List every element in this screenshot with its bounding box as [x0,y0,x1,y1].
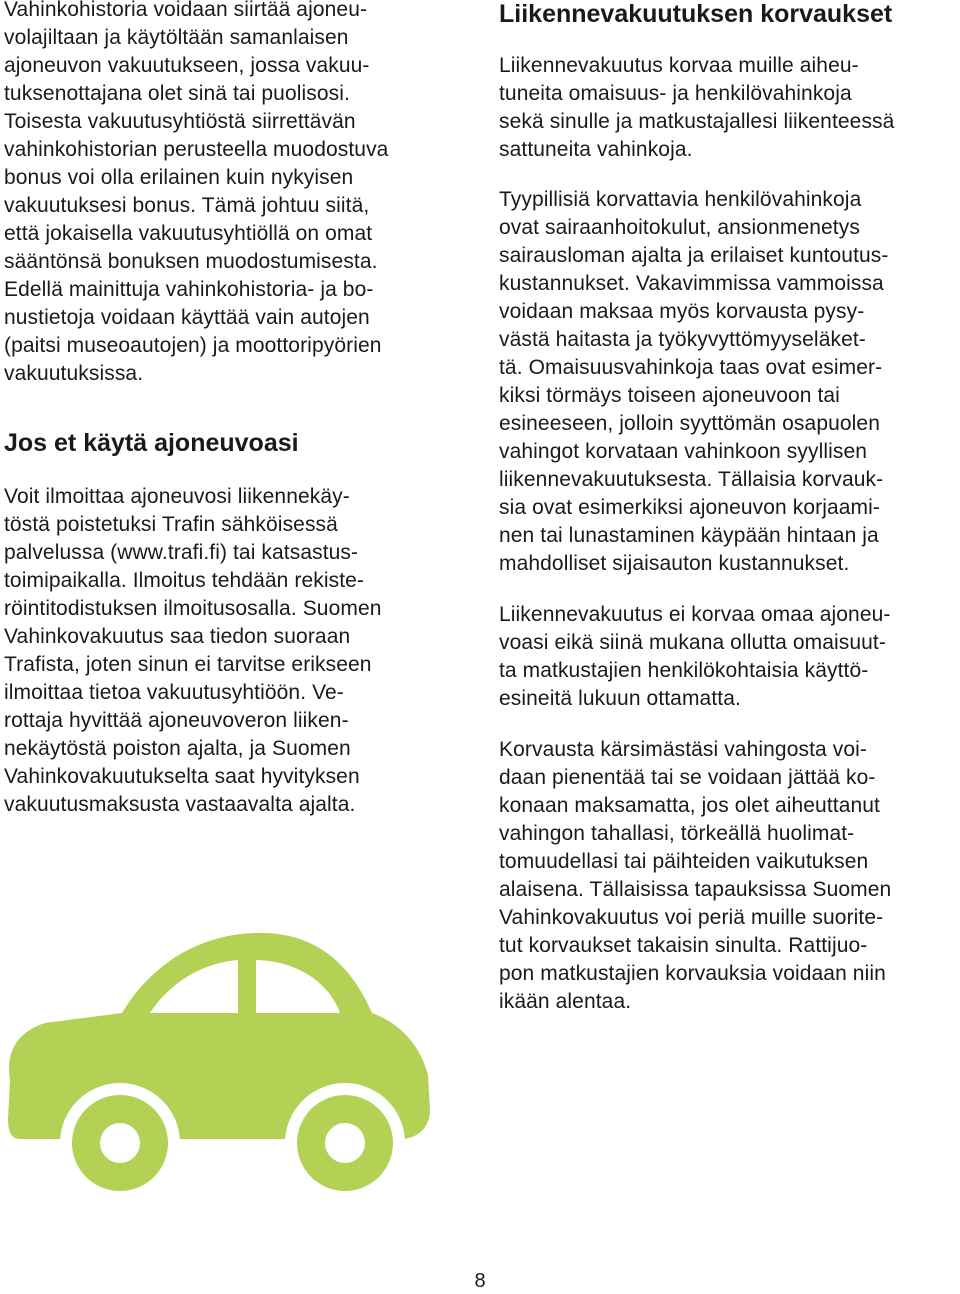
text-line: Vahinkovakuutus voi periä muille suorite- [499,906,884,929]
text-line: Trafista, joten sinun ei tarvitse erikseen [4,653,372,676]
car-hub-rear [100,1123,140,1163]
text-line: Tyypillisiä korvattavia henkilövahinkoja [499,188,862,211]
text-line: ikään alentaa. [499,990,632,1013]
text-line: daan pienentää tai se voidaan jättää ko- [499,766,876,789]
section-heading: Jos et käytä ajoneuvoasi [4,429,299,457]
section-heading: Liikennevakuutuksen korvaukset [499,0,893,28]
text-line: nekäytöstä poiston ajalta, ja Suomen [4,737,351,760]
text-line: Voit ilmoittaa ajoneuvosi liikennekäy- [4,485,350,508]
text-line: vahingot korvataan vahinkoon syyllisen [499,440,868,463]
text-line: volajiltaan ja käytöltään samanlaisen [4,26,349,49]
text-line: Vahinkohistoria voidaan siirtää ajoneu- [4,0,368,21]
text-line: sekä sinulle ja matkustajallesi liikenteessä [499,110,895,133]
text-line: alaisena. Tällaisissa tapauksissa Suomen [499,878,892,901]
text-line: rottaja hyvittää ajoneuvoveron liiken- [4,709,349,732]
page-number: 8 [474,1270,486,1292]
text-line: Liikennevakuutus korvaa muille aiheu- [499,54,859,77]
text-line: vahinkohistorian perusteella muodostuva [4,138,389,161]
text-line: tut korvaukset takaisin sinulta. Rattijuo- [499,934,868,957]
text-line: töstä poistetuksi Trafin sähköisessä [4,513,338,536]
text-line: tomuudellasi tai päihteiden vaikutuksen [499,850,869,873]
text-line: vakuutusmaksusta vastaavalta ajalta. [4,793,356,816]
text-line: ovat sairaanhoitokulut, ansionmenetys [499,216,860,239]
text-line: vakuutuksissa. [4,362,144,385]
text-line: Vahinkovakuutukselta saat hyvityksen [4,765,360,788]
text-line: esineeseen, jolloin syyttömän osapuolen [499,412,880,435]
text-line: Korvausta kärsimästäsi vahingosta voi- [499,738,867,761]
text-line: mahdolliset sijaisauton kustannukset. [499,552,850,575]
text-line: sattuneita vahinkoja. [499,138,693,161]
text-line: liikennevakuutuksesta. Tällaisia korvauk- [499,468,884,491]
text-line: nen tai lunastaminen käypään hintaan ja [499,524,879,547]
text-line: Vahinkovakuutus saa tiedon suoraan [4,625,351,648]
text-line: kiksi törmäys toiseen ajoneuvoon tai [499,384,840,407]
text-line: Edellä mainittuja vahinkohistoria- ja bo- [4,278,374,301]
text-line: tä. Omaisuusvahinkoja taas ovat esimer- [499,356,883,379]
text-line: ajoneuvon vakuutukseen, jossa vakuu- [4,54,370,77]
text-line: konaan maksamatta, jos olet aiheuttanut [499,794,880,817]
text-line: esineitä lukuun ottamatta. [499,687,741,710]
text-line: vahingon tahallasi, törkeällä huolimat- [499,822,855,845]
text-line: sia ovat esimerkiksi ajoneuvon korjaami- [499,496,880,519]
text-line: tuksenottajana olet sinä tai puolisosi. [4,82,350,105]
text-line: ta matkustajien henkilökohtaisia käyttö- [499,659,869,682]
text-line: palvelussa (www.trafi.fi) tai katsastus- [4,541,359,564]
text-line: sairausloman ajalta ja erilaiset kuntoutus- [499,244,889,267]
text-line: tuneita omaisuus- ja henkilövahinkoja [499,82,852,105]
text-line: vakuutuksesi bonus. Tämä johtuu siitä, [4,194,370,217]
car-icon [0,905,450,1205]
text-line: pon matkustajien korvauksia voidaan niin [499,962,886,985]
text-line: kustannukset. Vakavimmissa vammoissa [499,272,884,295]
text-line: voasi eikä siinä mukana ollutta omaisuut- [499,631,886,654]
text-line: sääntönsä bonuksen muodostumisesta. [4,250,378,273]
text-line: nustietoja voidaan käyttää vain autojen [4,306,370,329]
car-hub-front [325,1123,365,1163]
text-line: (paitsi museoautojen) ja moottoripyörien [4,334,382,357]
text-line: västä haitasta ja työkyvyttömyyseläket- [499,328,866,351]
text-line: toimipaikalla. Ilmoitus tehdään rekiste- [4,569,364,592]
text-line: ilmoittaa tietoa vakuutusyhtiöön. Ve- [4,681,344,704]
text-line: Toisesta vakuutusyhtiöstä siirrettävän [4,110,356,133]
text-line: Liikennevakuutus ei korvaa omaa ajoneu- [499,603,891,626]
text-line: bonus voi olla erilainen kuin nykyisen [4,166,354,189]
text-line: että jokaisella vakuutusyhtiöllä on omat [4,222,373,245]
text-line: röintitodistuksen ilmoitusosalla. Suomen [4,597,382,620]
text-line: voidaan maksaa myös korvausta pysy- [499,300,865,323]
